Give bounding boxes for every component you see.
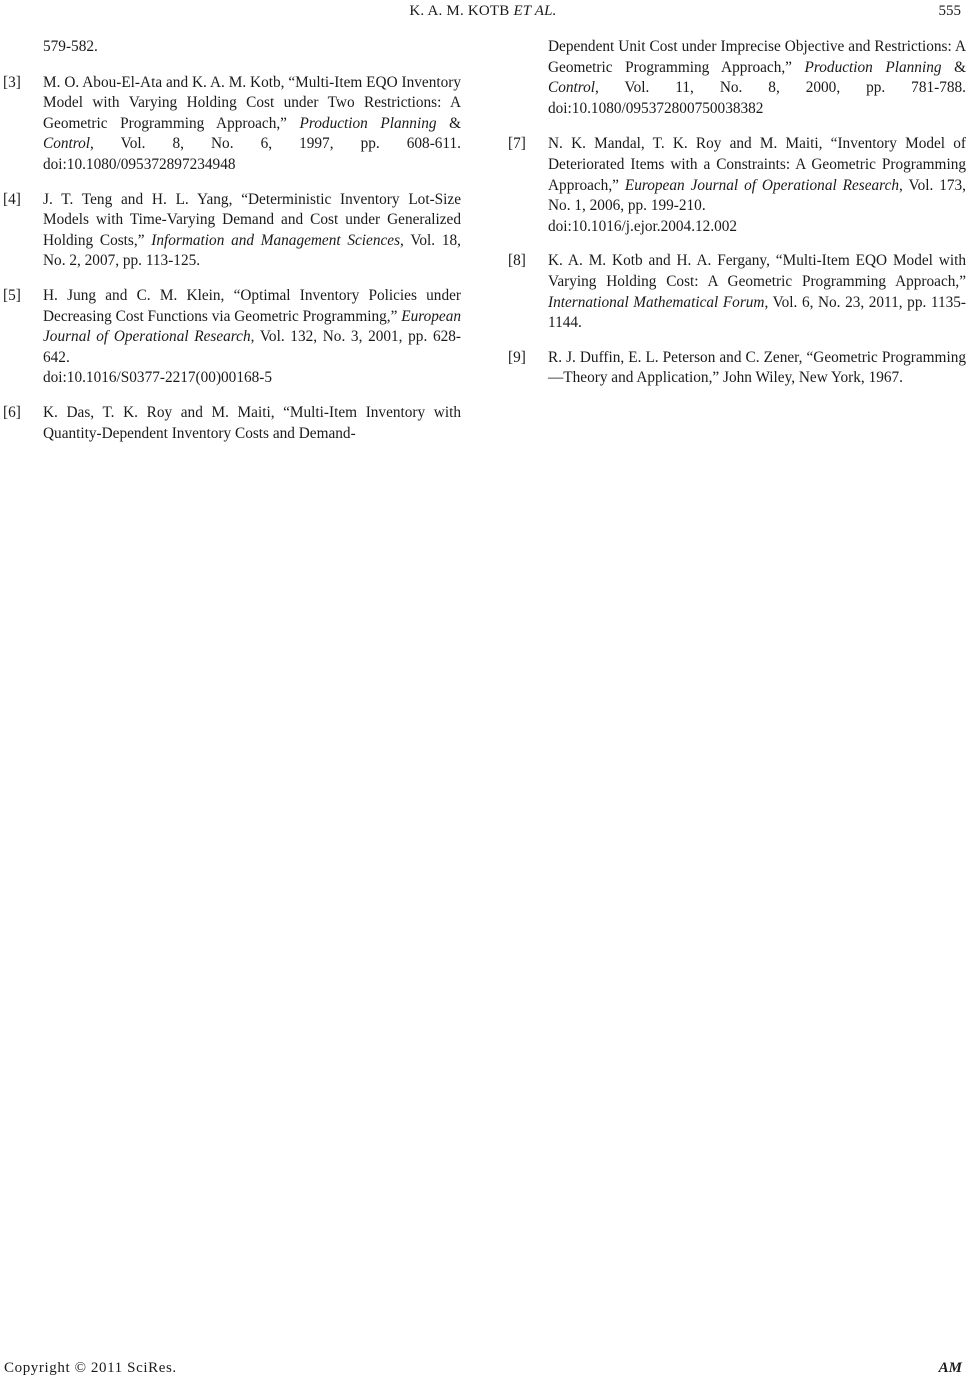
reference-number: [8] xyxy=(508,252,526,270)
reference-text: K. Das, T. K. Roy and M. Maiti, “Multi-Item Inventory with Quantity-Dependent Inventory Costs and Demand- xyxy=(43,403,461,442)
running-title-authors: K. A. M. KOTB xyxy=(409,3,510,19)
reference-text: N. K. Mandal, T. K. Roy and M. Maiti, “Inventory Model of Deteriorated Items with a Constraints: A Geometric Programming Approach,” European Journal of Operational Research, Vol. 173, No. 1, 2006, pp. 199-210. doi:10.1016/j.ejor.2004.12.002 xyxy=(548,135,966,235)
reference-text: J. T. Teng and H. L. Yang, “Deterministic Inventory Lot-Size Models with Time-Varying Demand and Cost under Generalized Holding Costs,” Information and Management Sciences, Vol. 18, No. 2, 2007, pp. 113-125. xyxy=(43,190,461,270)
reference-6 xyxy=(0,403,461,444)
journal-name: Control xyxy=(43,135,91,153)
journal-name: Information and Management Sciences xyxy=(151,231,401,249)
journal-name: European Journal of Operational Research xyxy=(624,176,900,194)
reference-doi: doi:10.1016/j.ejor.2004.12.002 xyxy=(548,217,738,235)
reference-continuation: 579-582. xyxy=(43,38,98,55)
reference-number: [7] xyxy=(508,135,526,153)
journal-name: Control xyxy=(548,79,596,97)
reference-doi: doi:10.1016/S0377-2217(00)00168-5 xyxy=(43,369,273,387)
reference-7 xyxy=(505,134,966,237)
page-number: 555 xyxy=(938,3,961,19)
reference-text: M. O. Abou-El-Ata and K. A. M. Kotb, “Multi-Item EQO Inventory Model with Varying Holding Cost under Two Restrictions: A Geometric Programming Approach,” Production Planning & Control, Vol. 8, No. 6, 1997, pp. 608-611. doi:10.1080/095372897234948 xyxy=(43,73,461,173)
journal-name: International Mathematical Forum xyxy=(548,293,765,311)
reference-9 xyxy=(505,348,966,389)
left-column xyxy=(0,37,461,458)
reference-text: H. Jung and C. M. Klein, “Optimal Inventory Policies under Decreasing Cost Functions via Geometric Programming,” European Journal of Operational Research, Vol. 132, No. 3, 2001, pp. 628-642. doi:10.1016/S0377-2217(00)00168-5 xyxy=(43,286,461,387)
reference-5 xyxy=(0,286,461,389)
running-title-etal: ET AL. xyxy=(513,3,557,19)
reference-8 xyxy=(505,251,966,333)
page-footer xyxy=(0,1360,966,1382)
right-column xyxy=(505,37,966,403)
reference-number: [4] xyxy=(3,190,21,208)
page-header xyxy=(0,0,966,26)
journal-abbreviation: AM xyxy=(938,1360,962,1376)
reference-number: [3] xyxy=(3,73,21,91)
journal-name: Production Planning xyxy=(299,114,437,132)
reference-text: R. J. Duffin, E. L. Peterson and C. Zener, “Geometric Programming—Theory and Application,” John Wiley, New York, 1967. xyxy=(548,348,966,387)
reference-4 xyxy=(0,190,461,272)
copyright-notice: Copyright © 2011 SciRes. xyxy=(4,1360,177,1376)
reference-number: [5] xyxy=(3,286,21,304)
reference-text: K. A. M. Kotb and H. A. Fergany, “Multi-Item EQO Model with Varying Holding Cost: A Geometric Programming Approach,” International Mathematical Forum, Vol. 6, No. 23, 2011, pp. 1135-1144. xyxy=(548,252,966,332)
reference-6-continuation: Dependent Unit Cost under Imprecise Objective and Restrictions: A Geometric Programming Approach,” Production Planning & Control, Vol. 11, No. 8, 2000, pp. 781-788. doi:10.1080/09537280075003838​2 xyxy=(548,38,966,117)
reference-3 xyxy=(0,73,461,176)
reference-number: [6] xyxy=(3,403,21,421)
journal-name: Production Planning xyxy=(804,58,942,76)
reference-number: [9] xyxy=(508,348,526,366)
journal-name: European Journal of Operational Research xyxy=(43,307,461,346)
running-title xyxy=(0,3,966,20)
